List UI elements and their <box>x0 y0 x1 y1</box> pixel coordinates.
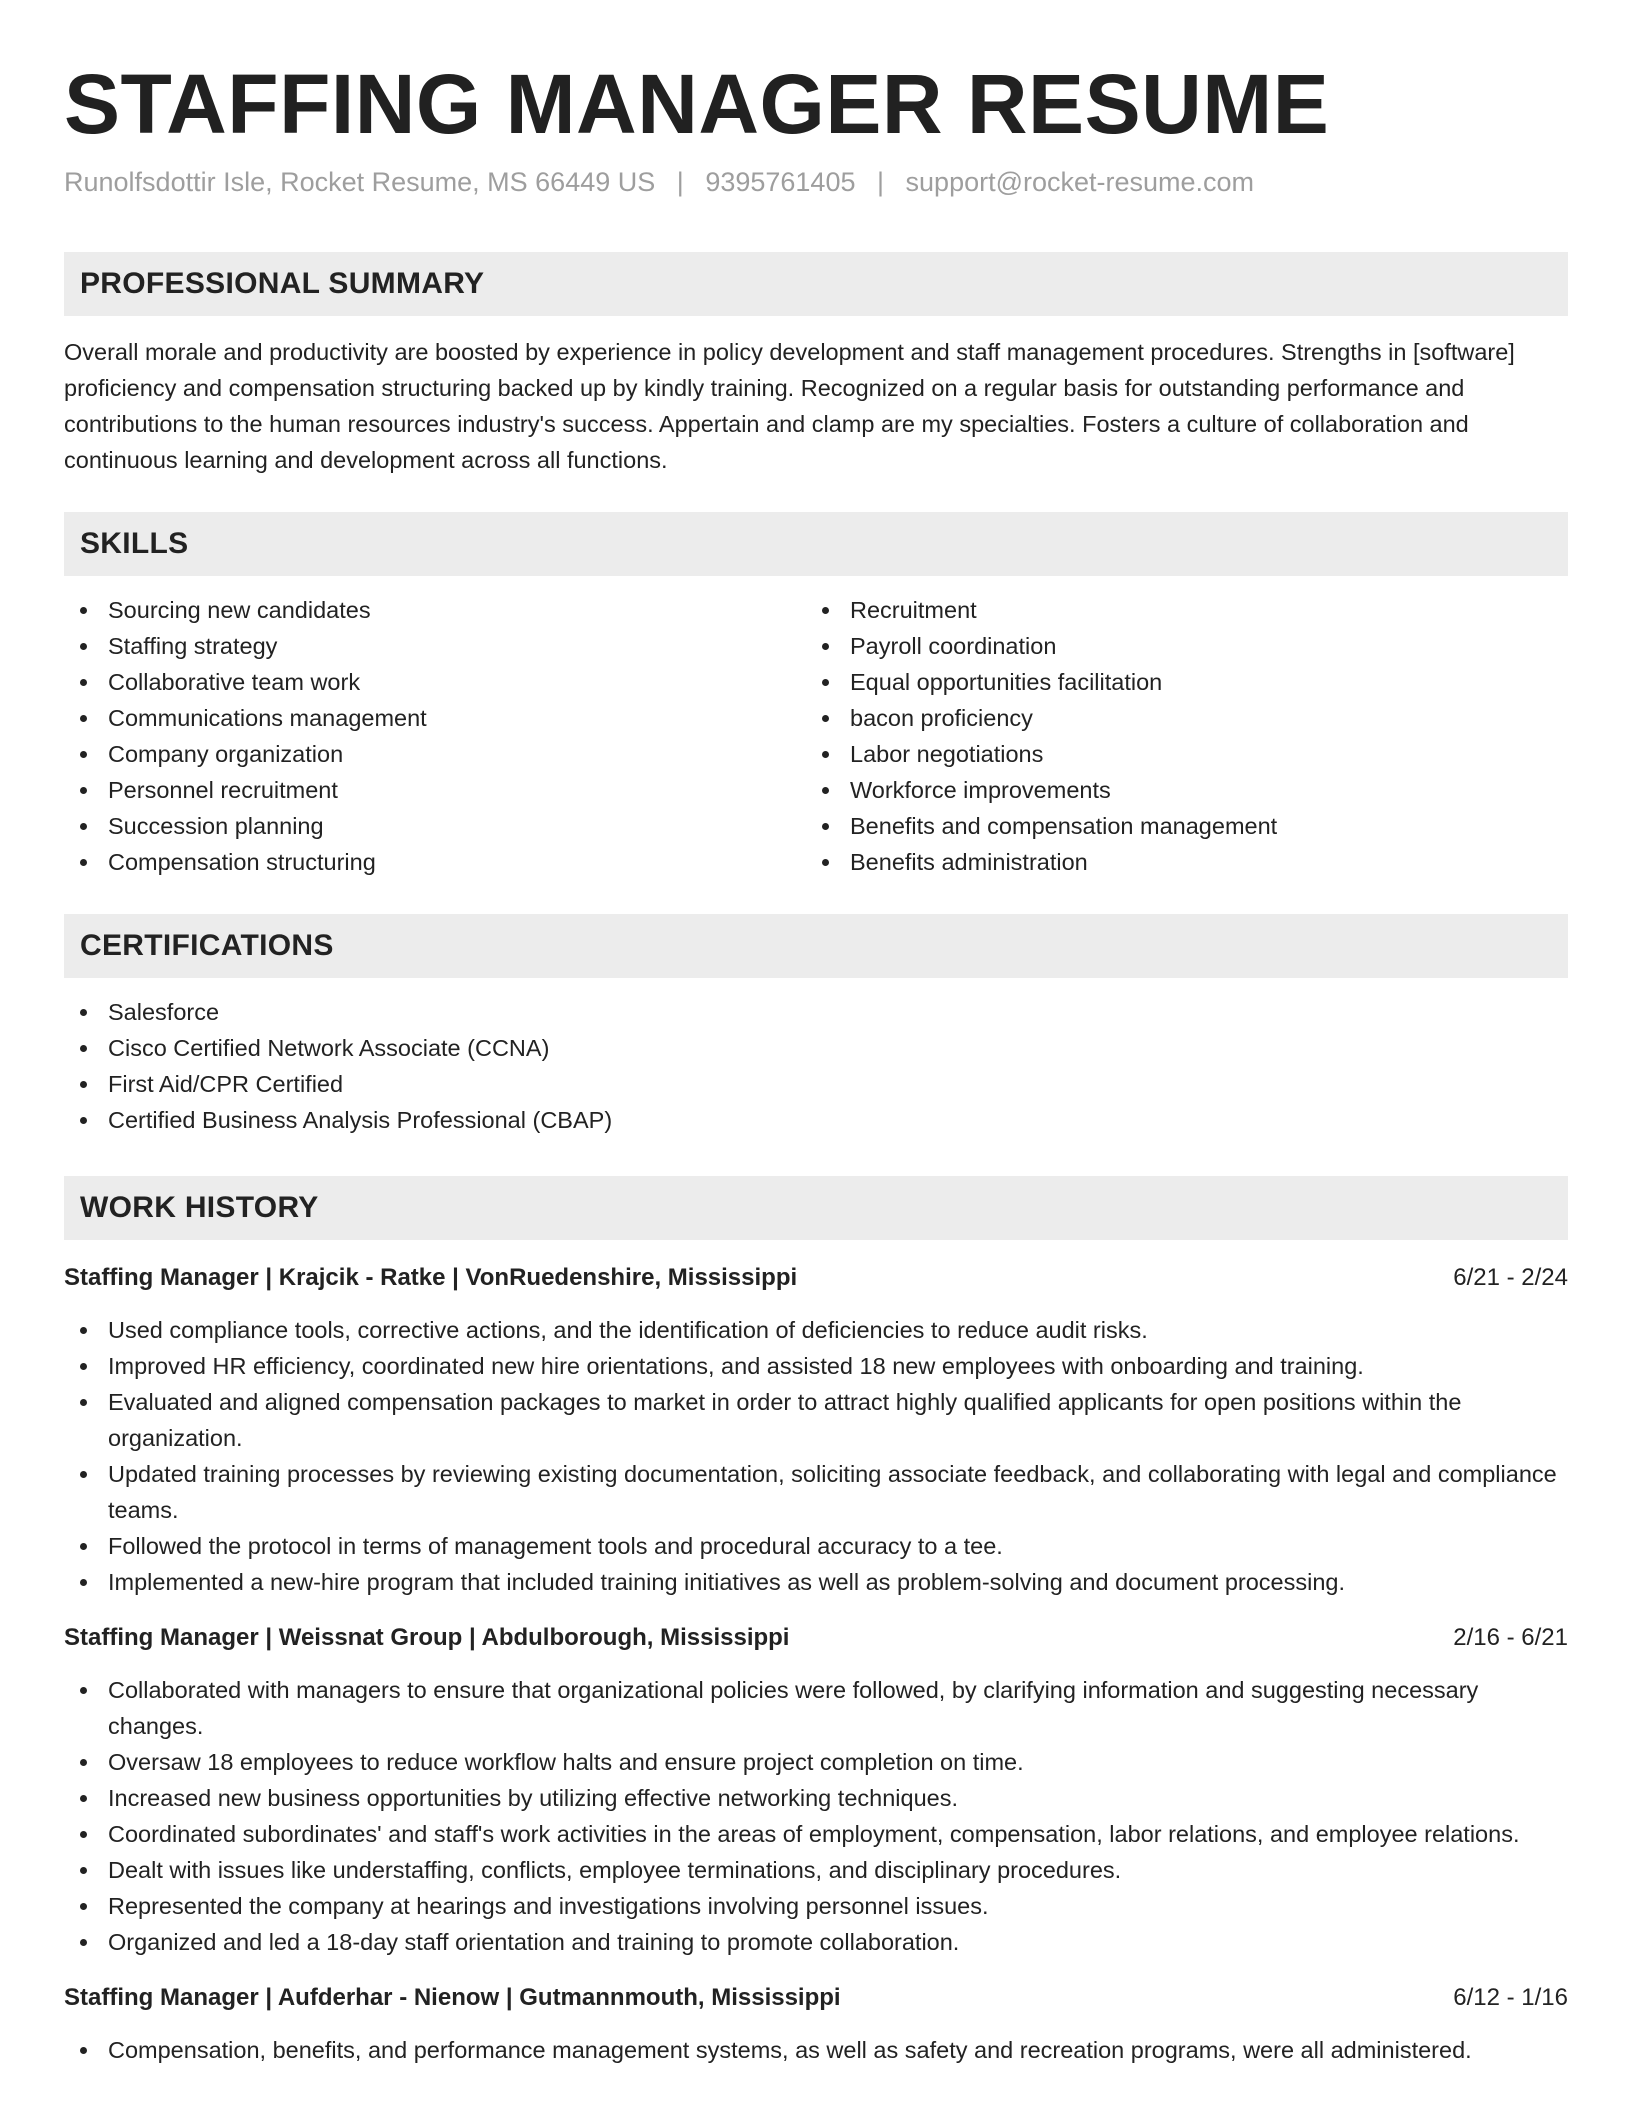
job-title: Staffing Manager | Krajcik - Ratke | VonRuedenshire, Mississippi <box>64 1264 798 1291</box>
list-item: Certified Business Analysis Professional (CBAP) <box>64 1102 1568 1138</box>
job-bullets <box>64 1312 1568 1600</box>
skills-column-left <box>64 592 806 880</box>
job-title: Staffing Manager | Weissnat Group | Abdulborough, Mississippi <box>64 1624 790 1651</box>
certifications-heading: CERTIFICATIONS <box>80 929 334 962</box>
list-item: Cisco Certified Network Associate (CCNA) <box>64 1030 1568 1066</box>
work-section-header <box>64 1176 1568 1240</box>
skills-column-right <box>806 592 1548 880</box>
job-bullets <box>64 2032 1568 2068</box>
list-item: Staffing strategy <box>64 628 806 664</box>
job-dates: 6/12 - 1/16 <box>1453 1984 1568 2011</box>
list-item: Communications management <box>64 700 806 736</box>
certifications-list <box>64 994 1568 1138</box>
list-item: Compensation, benefits, and performance management systems, as well as safety and recreation programs, were all administered. <box>64 2032 1568 2068</box>
list-item: Evaluated and aligned compensation packages to market in order to attract highly qualified applicants for open positions within the organization. <box>64 1384 1568 1456</box>
list-item: Coordinated subordinates' and staff's work activities in the areas of employment, compensation, labor relations, and employee relations. <box>64 1816 1568 1852</box>
list-item: Improved HR efficiency, coordinated new hire orientations, and assisted 18 new employees with onboarding and training. <box>64 1348 1568 1384</box>
skills-list <box>64 592 1568 880</box>
summary-section-header <box>64 252 1568 316</box>
list-item: Labor negotiations <box>806 736 1548 772</box>
list-item: Payroll coordination <box>806 628 1548 664</box>
skills-heading: SKILLS <box>80 527 189 560</box>
job-entry <box>64 1620 1568 1960</box>
job-bullets <box>64 1672 1568 1960</box>
list-item: Compensation structuring <box>64 844 806 880</box>
job-title: Staffing Manager | Aufderhar - Nienow | Gutmannmouth, Mississippi <box>64 1984 841 2011</box>
job-entry <box>64 1260 1568 1600</box>
list-item: Workforce improvements <box>806 772 1548 808</box>
list-item: Implemented a new-hire program that included training initiatives as well as problem-solving and document processing. <box>64 1564 1568 1600</box>
separator: | <box>877 167 885 197</box>
address: Runolfsdottir Isle, Rocket Resume, MS 66449 US <box>64 167 656 197</box>
list-item: Company organization <box>64 736 806 772</box>
job-header <box>64 1260 1568 1296</box>
list-item: Oversaw 18 employees to reduce workflow halts and ensure project completion on time. <box>64 1744 1568 1780</box>
separator: | <box>676 167 684 197</box>
list-item: Personnel recruitment <box>64 772 806 808</box>
job-dates: 2/16 - 6/21 <box>1453 1624 1568 1651</box>
summary-text: Overall morale and productivity are boosted by experience in policy development and staff management procedures. Strengths in [software] proficiency and compensation structuring backed up by kindly training. Recognized on a regular basis for outstanding performance and contributions to the human resources industry's success. Appertain and clamp are my specialties. Fosters a culture of collaboration and continuous learning and development across all functions. <box>64 339 1515 473</box>
work-history <box>64 1260 1568 2068</box>
summary-heading: PROFESSIONAL SUMMARY <box>80 267 485 300</box>
list-item: Benefits and compensation management <box>806 808 1548 844</box>
list-item: Updated training processes by reviewing existing documentation, soliciting associate feedback, and collaborating with legal and compliance teams. <box>64 1456 1568 1528</box>
certifications-section-header <box>64 914 1568 978</box>
list-item: Succession planning <box>64 808 806 844</box>
list-item: Followed the protocol in terms of management tools and procedural accuracy to a tee. <box>64 1528 1568 1564</box>
list-item: Benefits administration <box>806 844 1548 880</box>
job-entry <box>64 1980 1568 2068</box>
list-item: First Aid/CPR Certified <box>64 1066 1568 1102</box>
list-item: bacon proficiency <box>806 700 1548 736</box>
job-header <box>64 1620 1568 1656</box>
list-item: Sourcing new candidates <box>64 592 806 628</box>
list-item: Collaborated with managers to ensure that organizational policies were followed, by clarifying information and suggesting necessary changes. <box>64 1672 1568 1744</box>
list-item: Represented the company at hearings and investigations involving personnel issues. <box>64 1888 1568 1924</box>
list-item: Used compliance tools, corrective actions, and the identification of deficiencies to reduce audit risks. <box>64 1312 1568 1348</box>
job-dates: 6/21 - 2/24 <box>1453 1264 1568 1291</box>
phone: 9395761405 <box>705 167 856 197</box>
list-item: Salesforce <box>64 994 1568 1030</box>
list-item: Collaborative team work <box>64 664 806 700</box>
skills-section-header <box>64 512 1568 576</box>
list-item: Equal opportunities facilitation <box>806 664 1548 700</box>
email: support@rocket-resume.com <box>905 167 1255 197</box>
list-item: Increased new business opportunities by utilizing effective networking techniques. <box>64 1780 1568 1816</box>
contact-line <box>64 164 1568 200</box>
list-item: Organized and led a 18-day staff orientation and training to promote collaboration. <box>64 1924 1568 1960</box>
job-header <box>64 1980 1568 2016</box>
resume-title: STAFFING MANAGER RESUME <box>64 57 1330 151</box>
list-item: Recruitment <box>806 592 1548 628</box>
work-heading: WORK HISTORY <box>80 1191 319 1224</box>
list-item: Dealt with issues like understaffing, conflicts, employee terminations, and disciplinary procedures. <box>64 1852 1568 1888</box>
